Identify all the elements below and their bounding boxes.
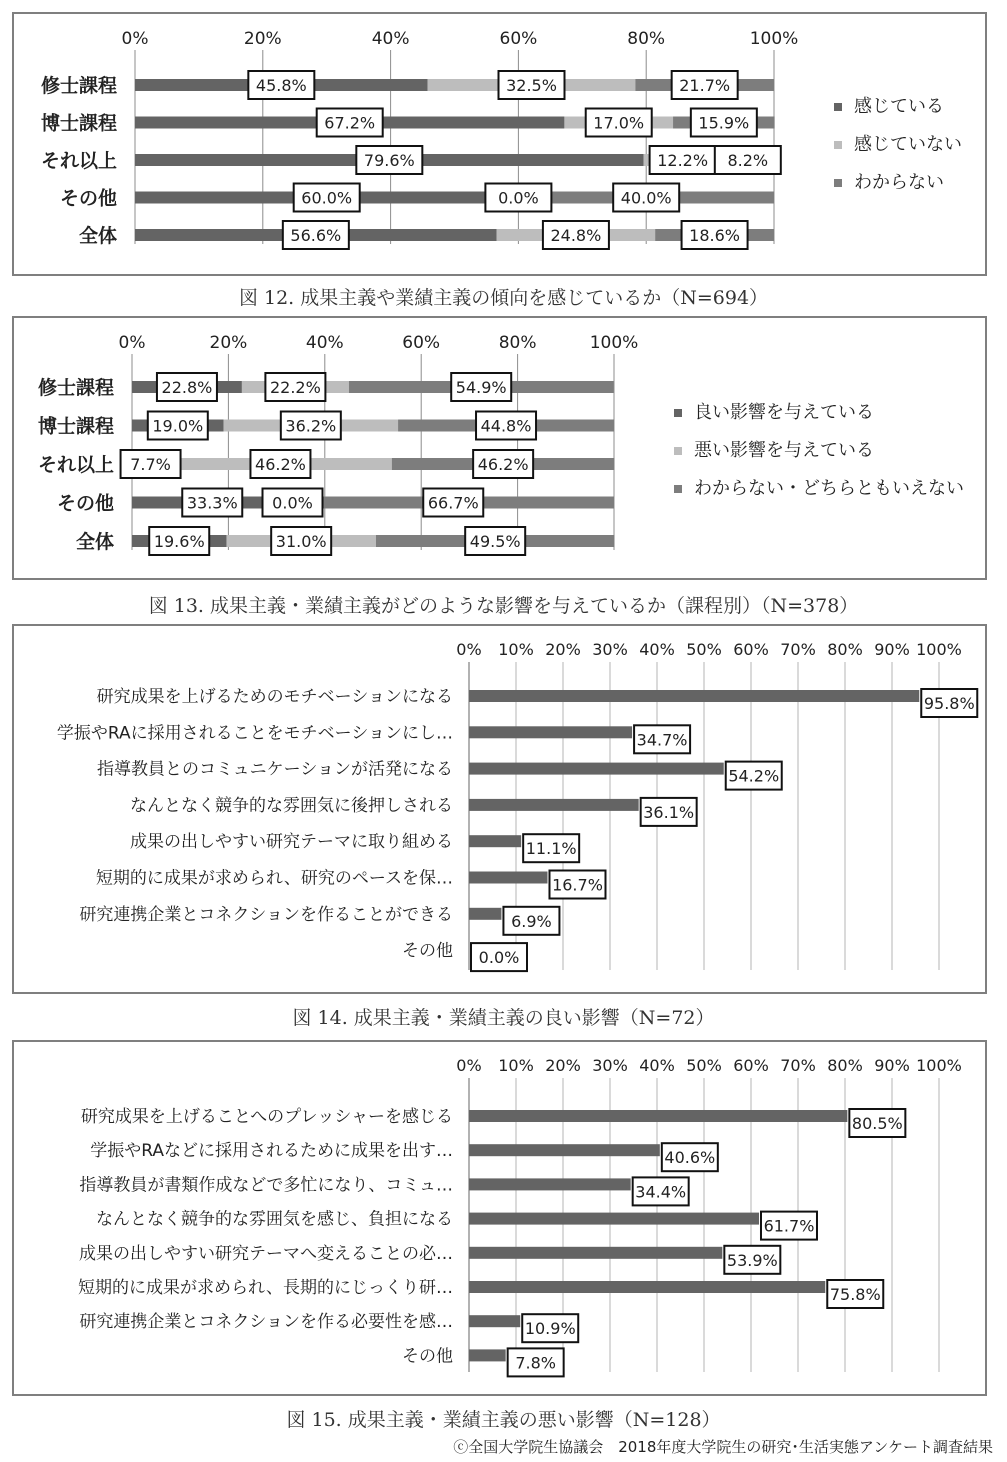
chart-panel-12 bbox=[12, 12, 987, 276]
legend-label: 悪い影響を与えている bbox=[694, 440, 874, 461]
bar bbox=[469, 1213, 759, 1225]
data-label: 95.8% bbox=[923, 694, 975, 713]
x-tick-label: 90% bbox=[874, 640, 910, 659]
x-tick-label: 0% bbox=[456, 1056, 482, 1075]
x-tick-label: 30% bbox=[592, 1056, 628, 1075]
category-label: その他 bbox=[59, 187, 117, 210]
data-label: 21.7% bbox=[679, 76, 731, 95]
x-tick-label: 0% bbox=[118, 333, 146, 353]
bar bbox=[469, 1110, 847, 1122]
bar bbox=[469, 1349, 506, 1361]
data-label: 56.6% bbox=[290, 226, 342, 245]
x-tick-label: 80% bbox=[498, 333, 537, 353]
x-tick-label: 60% bbox=[499, 29, 538, 49]
data-label: 49.5% bbox=[469, 532, 521, 551]
category-label: 修士課程 bbox=[37, 377, 114, 399]
category-label: 研究連携企業とコネクションを作ることができる bbox=[79, 904, 453, 925]
data-label: 61.7% bbox=[763, 1216, 815, 1236]
category-label: なんとなく競争的な雰囲気に後押しされる bbox=[130, 795, 453, 816]
category-label: 指導教員が書類作成などで多忙になり、コミュ… bbox=[79, 1175, 453, 1196]
category-label: それ以上 bbox=[40, 150, 117, 172]
category-label: その他 bbox=[56, 492, 114, 515]
data-label: 6.9% bbox=[511, 911, 552, 931]
data-label: 11.1% bbox=[525, 839, 577, 859]
x-tick-label: 20% bbox=[545, 640, 581, 659]
data-label: 22.2% bbox=[269, 378, 321, 397]
data-label: 40.0% bbox=[620, 188, 672, 208]
x-tick-label: 20% bbox=[209, 333, 248, 353]
category-label: 指導教員とのコミュニケーションが活発になる bbox=[97, 759, 453, 780]
data-label: 34.4% bbox=[635, 1182, 687, 1202]
bar bbox=[469, 726, 632, 738]
category-label: 短期的に成果が求められ、長期的にじっくり研… bbox=[77, 1278, 453, 1298]
bar bbox=[469, 872, 547, 884]
x-tick-label: 50% bbox=[686, 640, 722, 659]
data-label: 33.3% bbox=[186, 493, 238, 513]
x-tick-label: 30% bbox=[592, 640, 628, 659]
legend-swatch bbox=[674, 485, 682, 493]
x-tick-label: 0% bbox=[121, 29, 149, 49]
x-tick-label: 20% bbox=[545, 1056, 581, 1075]
x-tick-label: 40% bbox=[305, 333, 344, 353]
legend-swatch bbox=[834, 141, 842, 149]
data-label: 7.7% bbox=[130, 455, 171, 474]
data-label: 75.8% bbox=[829, 1285, 881, 1304]
x-tick-label: 60% bbox=[402, 333, 441, 353]
data-label: 24.8% bbox=[550, 226, 602, 245]
category-label: その他 bbox=[402, 1346, 453, 1367]
data-label: 79.6% bbox=[363, 151, 415, 170]
legend-label: わからない・どちらともいえない bbox=[694, 478, 964, 499]
data-label: 54.9% bbox=[455, 378, 507, 397]
bar bbox=[469, 1178, 631, 1190]
legend-swatch bbox=[674, 447, 682, 455]
data-label: 54.2% bbox=[728, 766, 780, 786]
caption-13: 図 13. 成果主義・業績主義がどのような影響を与えているか（課程別）（N=378） bbox=[148, 595, 859, 617]
data-label: 0.0% bbox=[272, 493, 313, 513]
category-label: なんとなく競争的な雰囲気を感じ、負担になる bbox=[96, 1209, 453, 1230]
data-label: 36.1% bbox=[643, 802, 695, 822]
x-tick-label: 10% bbox=[498, 640, 534, 659]
data-label: 66.7% bbox=[427, 493, 479, 513]
data-label: 36.2% bbox=[285, 416, 337, 436]
category-label: 成果の出しやすい研究テーマに取り組める bbox=[130, 832, 453, 853]
x-tick-label: 40% bbox=[639, 640, 675, 659]
data-label: 46.2% bbox=[477, 455, 529, 474]
category-label: 短期的に成果が求められ、研究のペースを保… bbox=[95, 868, 453, 889]
bar bbox=[469, 690, 919, 702]
chart-12-svg bbox=[14, 14, 985, 274]
data-label: 8.2% bbox=[727, 151, 769, 170]
data-label: 80.5% bbox=[851, 1114, 903, 1133]
category-label: それ以上 bbox=[37, 454, 114, 476]
data-label: 67.2% bbox=[324, 113, 376, 133]
bar bbox=[469, 763, 724, 775]
caption-12: 図 12. 成果主義や業績主義の傾向を感じているか（N=694） bbox=[238, 287, 769, 309]
category-label: 学振やRAなどに採用されるために成果を出す… bbox=[90, 1141, 453, 1162]
category-label: 研究成果を上げるためのモチベーションになる bbox=[96, 687, 453, 707]
x-tick-label: 100% bbox=[749, 29, 799, 49]
data-label: 12.2% bbox=[657, 151, 709, 170]
x-tick-label: 10% bbox=[498, 1056, 534, 1075]
chart-panel-15 bbox=[12, 1040, 987, 1396]
chart-panel-14 bbox=[12, 624, 987, 994]
data-label: 53.9% bbox=[726, 1250, 778, 1270]
data-label: 34.7% bbox=[636, 730, 688, 750]
data-label: 40.6% bbox=[664, 1148, 716, 1168]
category-label: 成果の出しやすい研究テーマへ変えることの必… bbox=[79, 1243, 453, 1264]
legend-swatch bbox=[674, 409, 682, 417]
data-label: 0.0% bbox=[478, 948, 520, 968]
caption-15: 図 15. 成果主義・業績主義の悪い影響（N=128） bbox=[286, 1409, 721, 1431]
x-tick-label: 40% bbox=[639, 1056, 675, 1075]
legend-label: 感じている bbox=[854, 96, 944, 117]
chart-15-svg bbox=[14, 1042, 985, 1394]
chart-14-svg bbox=[14, 626, 985, 992]
data-label: 15.9% bbox=[698, 113, 750, 133]
data-label: 60.0% bbox=[301, 188, 353, 208]
x-tick-label: 80% bbox=[627, 29, 666, 49]
data-label: 31.0% bbox=[275, 532, 327, 551]
category-label: 修士課程 bbox=[40, 75, 117, 97]
bar bbox=[469, 1281, 825, 1293]
category-label: 研究成果を上げることへのプレッシャーを感じる bbox=[80, 1107, 453, 1127]
category-label: 全体 bbox=[78, 225, 117, 247]
data-label: 16.7% bbox=[552, 875, 603, 895]
data-label: 45.8% bbox=[255, 76, 307, 95]
x-tick-label: 0% bbox=[456, 640, 482, 659]
data-label: 18.6% bbox=[689, 226, 740, 245]
legend-label: 良い影響を与えている bbox=[694, 402, 874, 423]
x-tick-label: 100% bbox=[916, 1056, 962, 1075]
bar bbox=[469, 1315, 520, 1327]
caption-14: 図 14. 成果主義・業績主義の良い影響（N=72） bbox=[292, 1007, 715, 1029]
data-label: 19.6% bbox=[153, 532, 205, 551]
bar bbox=[469, 799, 639, 811]
bar bbox=[469, 1247, 722, 1259]
legend-label: 感じていない bbox=[854, 134, 962, 155]
x-tick-label: 60% bbox=[733, 1056, 769, 1075]
data-label: 32.5% bbox=[506, 76, 557, 95]
data-label: 44.8% bbox=[480, 416, 532, 436]
data-label: 17.0% bbox=[593, 113, 645, 133]
category-label: 学振やRAに採用されることをモチベーションにし… bbox=[56, 723, 453, 744]
category-label: 研究連携企業とコネクションを作る必要性を感… bbox=[79, 1312, 453, 1333]
data-label: 19.0% bbox=[152, 416, 204, 436]
bar bbox=[469, 835, 521, 847]
x-tick-label: 100% bbox=[916, 640, 962, 659]
data-label: 46.2% bbox=[255, 455, 306, 474]
data-label: 7.8% bbox=[515, 1353, 556, 1373]
x-tick-label: 70% bbox=[780, 640, 816, 659]
legend-label: わからない bbox=[854, 172, 944, 193]
x-tick-label: 80% bbox=[827, 640, 863, 659]
copyright-footer: ⓒ全国大学院生協議会 2018年度大学院生の研究･生活実態アンケート調査結果 bbox=[453, 1438, 993, 1456]
legend-swatch bbox=[834, 103, 842, 111]
category-label: 博士課程 bbox=[40, 112, 117, 135]
chart-13-svg bbox=[14, 318, 985, 578]
x-tick-label: 60% bbox=[733, 640, 769, 659]
x-tick-label: 70% bbox=[780, 1056, 816, 1075]
legend-swatch bbox=[834, 179, 842, 187]
x-tick-label: 20% bbox=[243, 29, 282, 49]
bar bbox=[469, 908, 501, 920]
category-label: 博士課程 bbox=[37, 415, 114, 438]
chart-panel-13 bbox=[12, 316, 987, 580]
category-label: 全体 bbox=[75, 531, 114, 553]
bar bbox=[469, 1144, 660, 1156]
x-tick-label: 100% bbox=[589, 333, 639, 353]
x-tick-label: 90% bbox=[874, 1056, 910, 1075]
x-tick-label: 50% bbox=[686, 1056, 722, 1075]
x-tick-label: 80% bbox=[827, 1056, 863, 1075]
category-label: その他 bbox=[402, 941, 453, 962]
data-label: 0.0% bbox=[498, 188, 539, 208]
x-tick-label: 40% bbox=[371, 29, 410, 49]
data-label: 22.8% bbox=[161, 378, 213, 397]
data-label: 10.9% bbox=[524, 1319, 576, 1339]
